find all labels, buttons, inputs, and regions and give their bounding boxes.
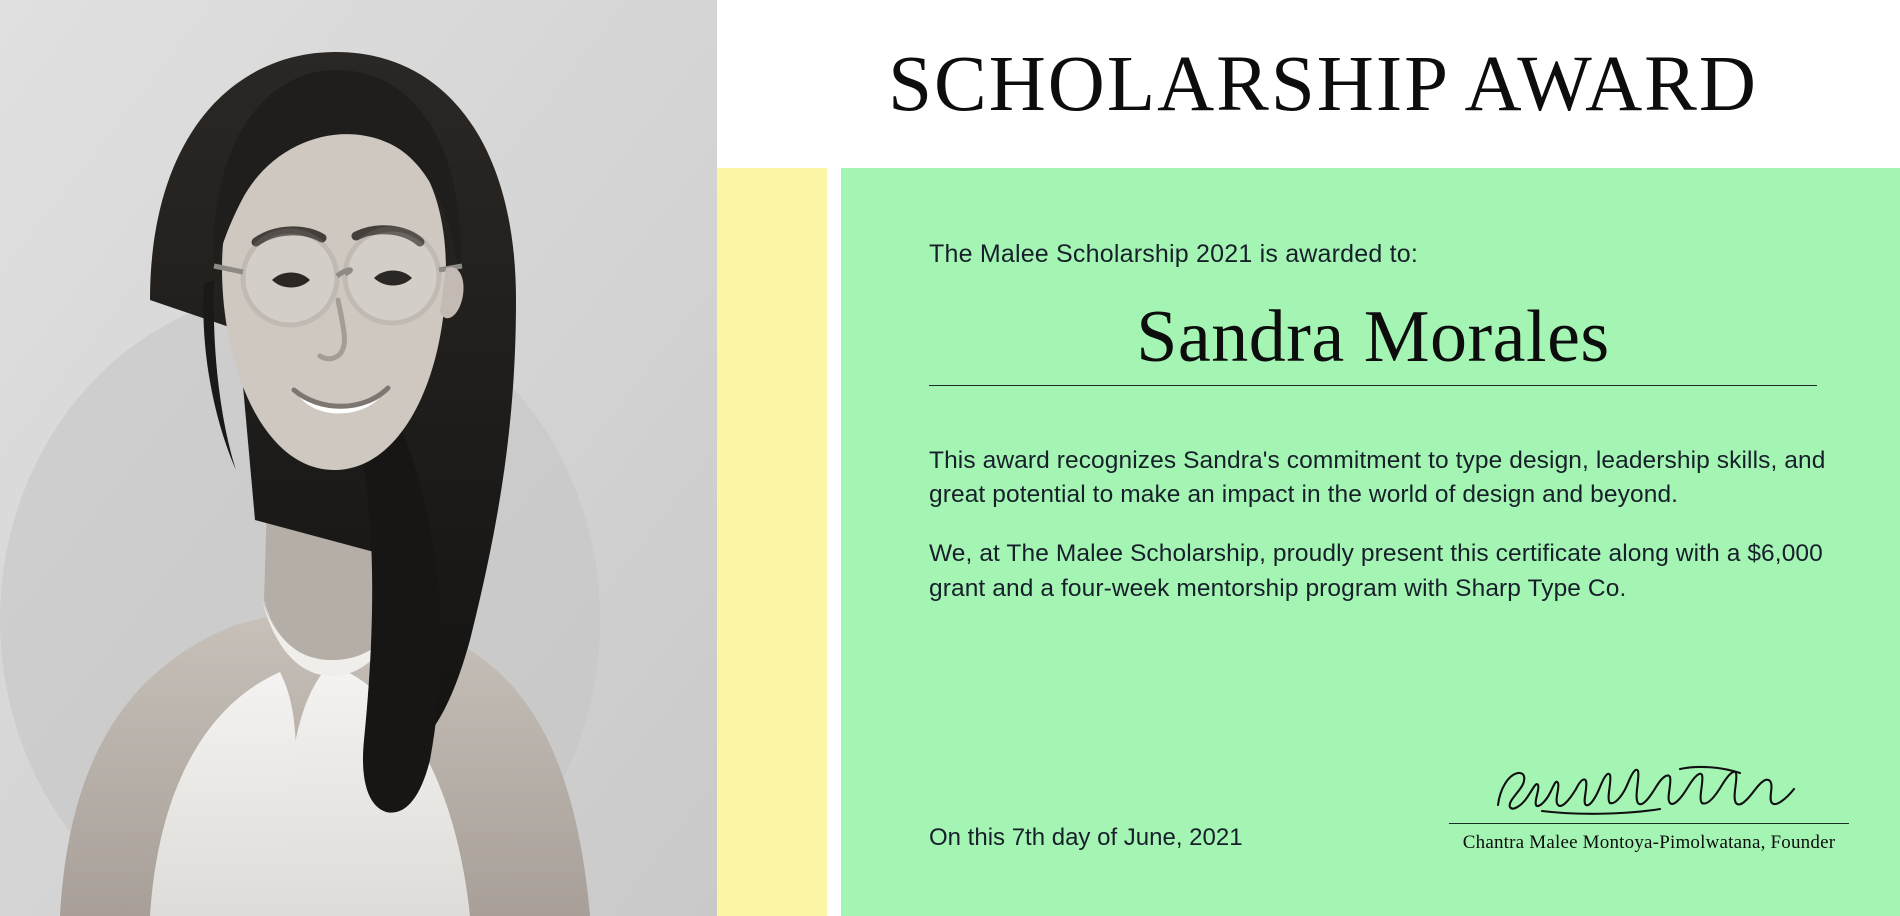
description-paragraph-1: This award recognizes Sandra's commitment to type design, leadership skills, and great potential to make an impact in the world of design and beyond. (929, 446, 1826, 509)
recipient-name: Sandra Morales (1136, 296, 1610, 378)
signature-icon (1484, 759, 1814, 821)
certificate-footer (929, 759, 1849, 854)
signature-rule (1449, 823, 1849, 824)
portrait-photo-icon (0, 0, 717, 916)
signer-name: Chantra Malee Montoya-Pimolwatana, Founder (1462, 832, 1836, 853)
description-paragraph-2: We, at The Malee Scholarship, proudly present this certificate along with a $6,000 grant and a four-week mentorship program with Sharp Type Co. (929, 540, 1823, 603)
awarded-to-label: The Malee Scholarship 2021 is awarded to: (929, 240, 1419, 268)
body-area (717, 168, 1900, 916)
yellow-accent-strip (717, 168, 827, 916)
certificate-content (717, 0, 1900, 916)
award-description (929, 444, 1849, 607)
title-bar (717, 0, 1900, 168)
page-title: SCHOLARSHIP AWARD (888, 40, 1758, 128)
green-content-panel (841, 168, 1900, 916)
issue-date: On this 7th day of June, 2021 (929, 824, 1243, 851)
recipient-photo (0, 0, 717, 916)
recipient-name-field (929, 296, 1817, 386)
strip-divider (827, 168, 841, 916)
signature-block (1449, 759, 1849, 854)
